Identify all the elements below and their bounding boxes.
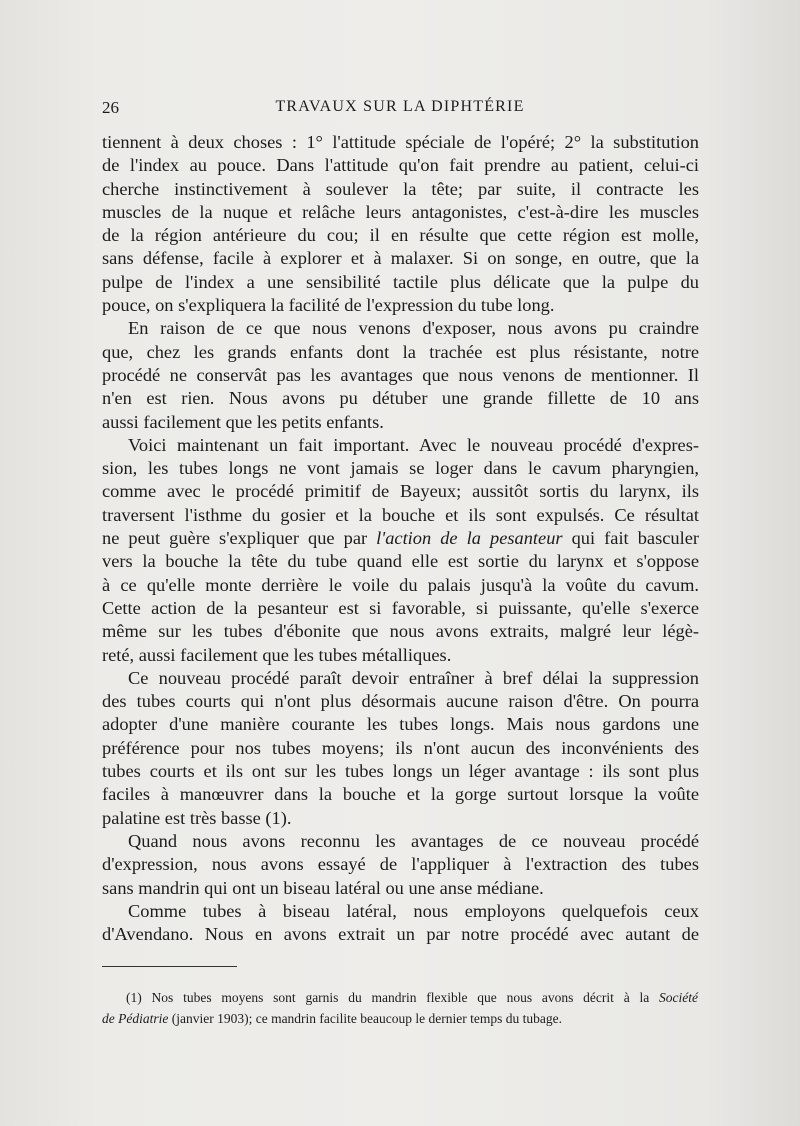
running-title: TRAVAUX SUR LA DIPHTÉRIE [275, 98, 525, 115]
text-line: de l'index au pouce. Dans l'attitude qu'on fait prendre au patient, celui-ci [102, 155, 699, 176]
text-line: tiennent à deux choses : 1° l'attitude spéciale de l'opéré; 2° la substitution [102, 132, 699, 152]
text-line: cherche instinctivement à soulever la tête; par suite, il contracte les [102, 178, 699, 199]
body-text [102, 131, 699, 946]
text-line: de la région antérieure du cou; il en résulte que cette région est molle, [102, 225, 699, 246]
italic-phrase: l'action de la pesanteur [376, 528, 563, 549]
text-line: Cette action de la pesanteur est si favorable, si puissante, qu'elle s'exerce [102, 597, 699, 618]
page-header [102, 98, 698, 120]
text-line: aussi facilement que les petits enfants. [102, 411, 384, 432]
text-line: sion, les tubes longs ne vont jamais se loger dans le cavum pharyngien, [102, 458, 699, 479]
text-line: pouce, on s'expliquera la facilité de l'expression du tube long. [102, 295, 555, 316]
footnote-divider [102, 966, 237, 967]
text-line: vers la bouche la tête du tube quand elle est sortie du larynx et s'oppose [102, 551, 699, 572]
footnote-italic: de Pédiatrie [102, 1011, 169, 1026]
text-line: d'expression, nous avons essayé de l'appliquer à l'extraction des tubes [102, 854, 699, 875]
text-line: préférence pour nos tubes moyens; ils n'ont aucun des inconvénients des [102, 737, 699, 758]
text-line: faciles à manœuvrer dans la bouche et la gorge surtout lorsque la voûte [102, 784, 699, 805]
text-line: reté, aussi facilement que les tubes métalliques. [102, 644, 452, 665]
text-line [102, 527, 699, 550]
text-line: Comme tubes à biseau latéral, nous employons quelquefois ceux [128, 900, 699, 921]
footnote-italic: Société [659, 990, 698, 1005]
text-line: Ce nouveau procédé paraît devoir entraîner à bref délai la suppression [128, 667, 699, 688]
text-line: tubes courts et ils ont sur les tubes longs un léger avantage : ils sont plus [102, 761, 699, 782]
text-run: ne peut guère s'expliquer que par [102, 528, 377, 549]
text-line: Voici maintenant un fait important. Avec le nouveau procédé d'expres- [128, 434, 699, 455]
text-run: qui fait basculer [562, 528, 699, 549]
text-line: adopter d'une manière courante les tubes longs. Mais nous gardons une [102, 714, 699, 735]
footnote [102, 987, 698, 1029]
text-line: que, chez les grands enfants dont la trachée est plus résistante, notre [102, 341, 699, 362]
text-line: traversent l'isthme du gosier et la bouche et ils sont expulsés. Ce résultat [102, 504, 699, 525]
footnote-run: (janvier 1903); ce mandrin facilite beaucoup le dernier temps du tubage. [168, 1011, 562, 1026]
text-line: n'en est rien. Nous avons pu détuber une grande fillette de 10 ans [102, 388, 699, 409]
text-line: d'Avendano. Nous en avons extrait un par notre procédé avec autant de [102, 924, 699, 945]
text-line: muscles de la nuque et relâche leurs antagonistes, c'est-à-dire les muscles [102, 201, 699, 222]
page-number: 26 [102, 98, 119, 117]
text-line: sans défense, facile à explorer et à malaxer. Si on songe, en outre, que la [102, 248, 699, 269]
text-line: Quand nous avons reconnu les avantages de ce nouveau procédé [128, 830, 699, 851]
footnote-line [102, 1008, 698, 1029]
text-line: En raison de ce que nous venons d'exposer, nous avons pu craindre [128, 318, 699, 339]
text-line: comme avec le procédé primitif de Bayeux; aussitôt sortis du larynx, ils [102, 481, 699, 502]
text-line: sans mandrin qui ont un biseau latéral ou une anse médiane. [102, 877, 544, 898]
text-line: pulpe de l'index a une sensibilité tactile plus délicate que la pulpe du [102, 271, 699, 292]
text-line: à ce qu'elle monte derrière le voile du palais jusqu'à la voûte du cavum. [102, 574, 699, 595]
footnote-line [102, 987, 698, 1008]
text-line: procédé ne conservât pas les avantages que nous venons de mentionner. Il [102, 364, 699, 385]
text-line: même sur les tubes d'ébonite que nous avons extraits, malgré leur légè- [102, 621, 699, 642]
footnote-run: (1) Nos tubes moyens sont garnis du mandrin flexible que nous avons décrit à la [126, 990, 660, 1005]
text-line: palatine est très basse (1). [102, 807, 292, 828]
text-line: des tubes courts qui n'ont plus désormais aucune raison d'être. On pourra [102, 691, 699, 712]
